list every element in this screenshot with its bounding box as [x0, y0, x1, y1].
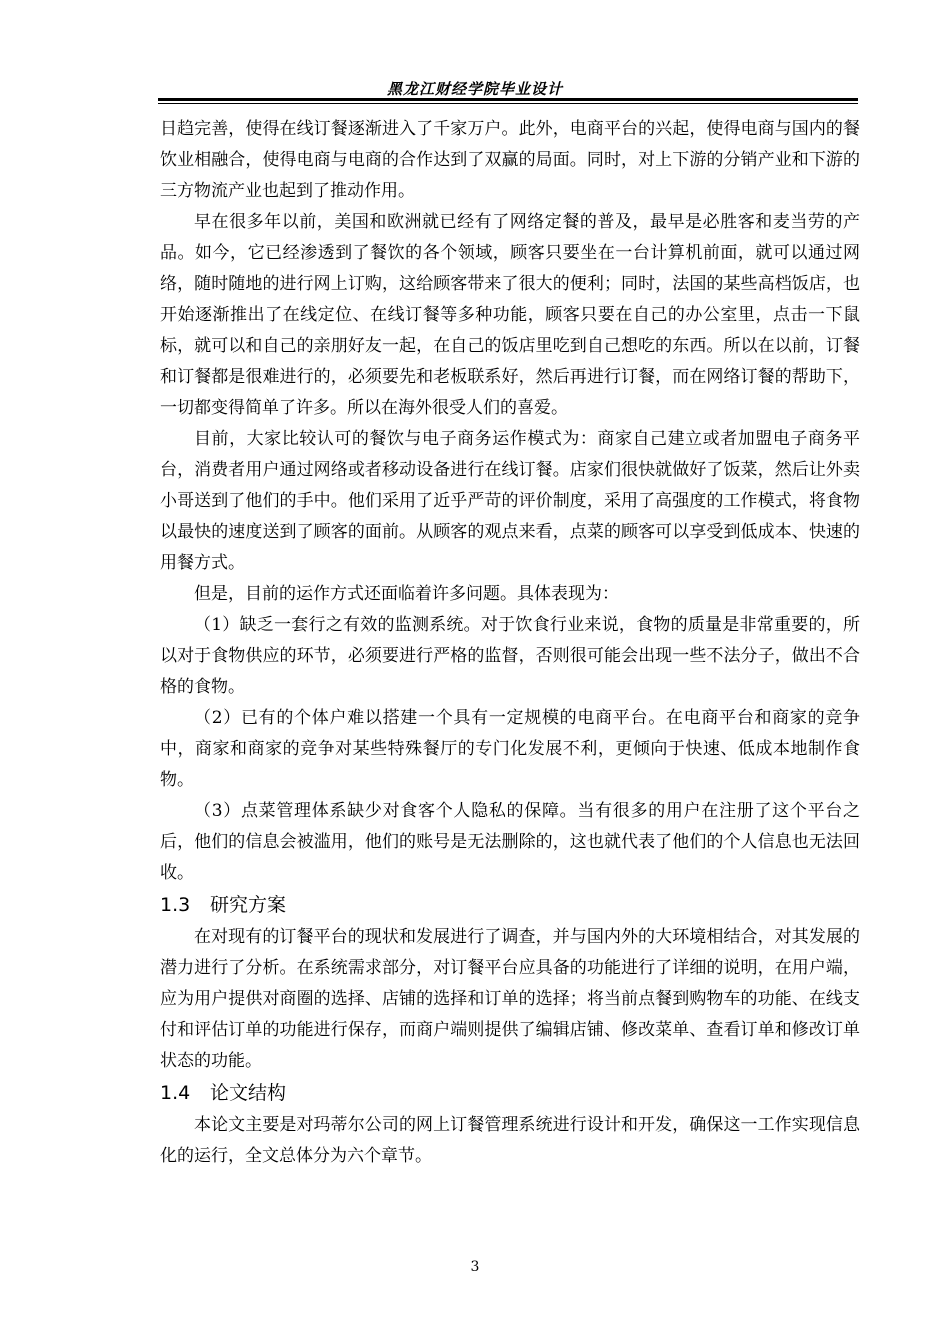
page-number: 3 — [470, 1259, 480, 1275]
header-rule-thin — [158, 103, 858, 104]
paragraph-continuation: 日趋完善，使得在线订餐逐渐进入了千家万户。此外，电商平台的兴起，使得电商与国内的餐饮业相融合，使得电商与电商的合作达到了双赢的局面。同时，对上下游的分销产业和下游的三方物流产业也起到了推动作用。 — [160, 119, 860, 201]
paragraph-problem-2: （2）已有的个体户难以搭建一个具有一定规模的电商平台。在电商平台和商家的竞争中，商家和商家的竞争对某些特殊餐厅的专门化发展不利，更倾向于快速、低成本地制作食物。 — [160, 708, 860, 790]
paragraph-research-plan: 在对现有的订餐平台的现状和发展进行了调查，并与国内外的大环境相结合，对其发展的潜力进行了分析。在系统需求部分，对订餐平台应具备的功能进行了详细的说明，在用户端，应为用户提供对商圈的选择、店铺的选择和订单的选择；将当前点餐到购物车的功能、在线支付和评估订单的功能进行保存，而商户端则提供了编辑店铺、修改菜单、查看订单和修改订单状态的功能。 — [160, 927, 860, 1071]
section-number: 1.3 — [160, 894, 191, 916]
paragraph-current-model: 目前，大家比较认可的餐饮与电子商务运作模式为：商家自己建立或者加盟电子商务平台，消费者用户通过网络或者移动设备进行在线订餐。店家们很快就做好了饭菜，然后让外卖小哥送到了他们的手中。他们采用了近乎严苛的评价制度，采用了高强度的工作模式，将食物以最快的速度送到了顾客的面前。从顾客的观点来看，点菜的顾客可以享受到低成本、快速的用餐方式。 — [160, 429, 860, 573]
header-title: 黑龙江财经学院毕业设计 — [386, 80, 563, 98]
page-body — [160, 114, 860, 1172]
section-heading-research-plan — [160, 889, 860, 922]
paragraph-problem-3: （3）点菜管理体系缺少对食客个人隐私的保障。当有很多的用户在注册了这个平台之后，他们的信息会被滥用，他们的账号是无法删除的，这也就代表了他们的个人信息也无法回收。 — [160, 801, 860, 883]
section-title: 研究方案 — [210, 894, 287, 916]
header-rule-thick — [158, 98, 858, 101]
paragraph-thesis-structure: 本论文主要是对玛蒂尔公司的网上订餐管理系统进行设计和开发，确保这一工作实现信息化的运行，全文总体分为六个章节。 — [160, 1115, 860, 1166]
paragraph-problems-intro: 但是，目前的运作方式还面临着许多问题。具体表现为： — [194, 584, 619, 604]
section-number: 1.4 — [160, 1082, 191, 1104]
paragraph-foreign-history: 早在很多年以前，美国和欧洲就已经有了网络定餐的普及，最早是必胜客和麦当劳的产品。如今，它已经渗透到了餐饮的各个领域，顾客只要坐在一台计算机前面，就可以通过网络，随时随地的进行网上订购，这给顾客带来了很大的便利；同时，法国的某些高档饭店，也开始逐渐推出了在线定位、在线订餐等多种功能，顾客只要在自己的办公室里，点击一下鼠标，就可以和自己的亲朋好友一起，在自己的饭店里吃到自己想吃的东西。所以在以前，订餐和订餐都是很难进行的，必须要先和老板联系好，然后再进行订餐，而在网络订餐的帮助下，一切都变得简单了许多。所以在海外很受人们的喜爱。 — [160, 212, 860, 418]
section-title: 论文结构 — [210, 1082, 287, 1104]
paragraph-problem-1: （1）缺乏一套行之有效的监测系统。对于饮食行业来说，食物的质量是非常重要的，所以对于食物供应的环节，必须要进行严格的监督，否则很可能会出现一些不法分子，做出不合格的食物。 — [160, 615, 860, 697]
section-heading-thesis-structure — [160, 1077, 860, 1110]
